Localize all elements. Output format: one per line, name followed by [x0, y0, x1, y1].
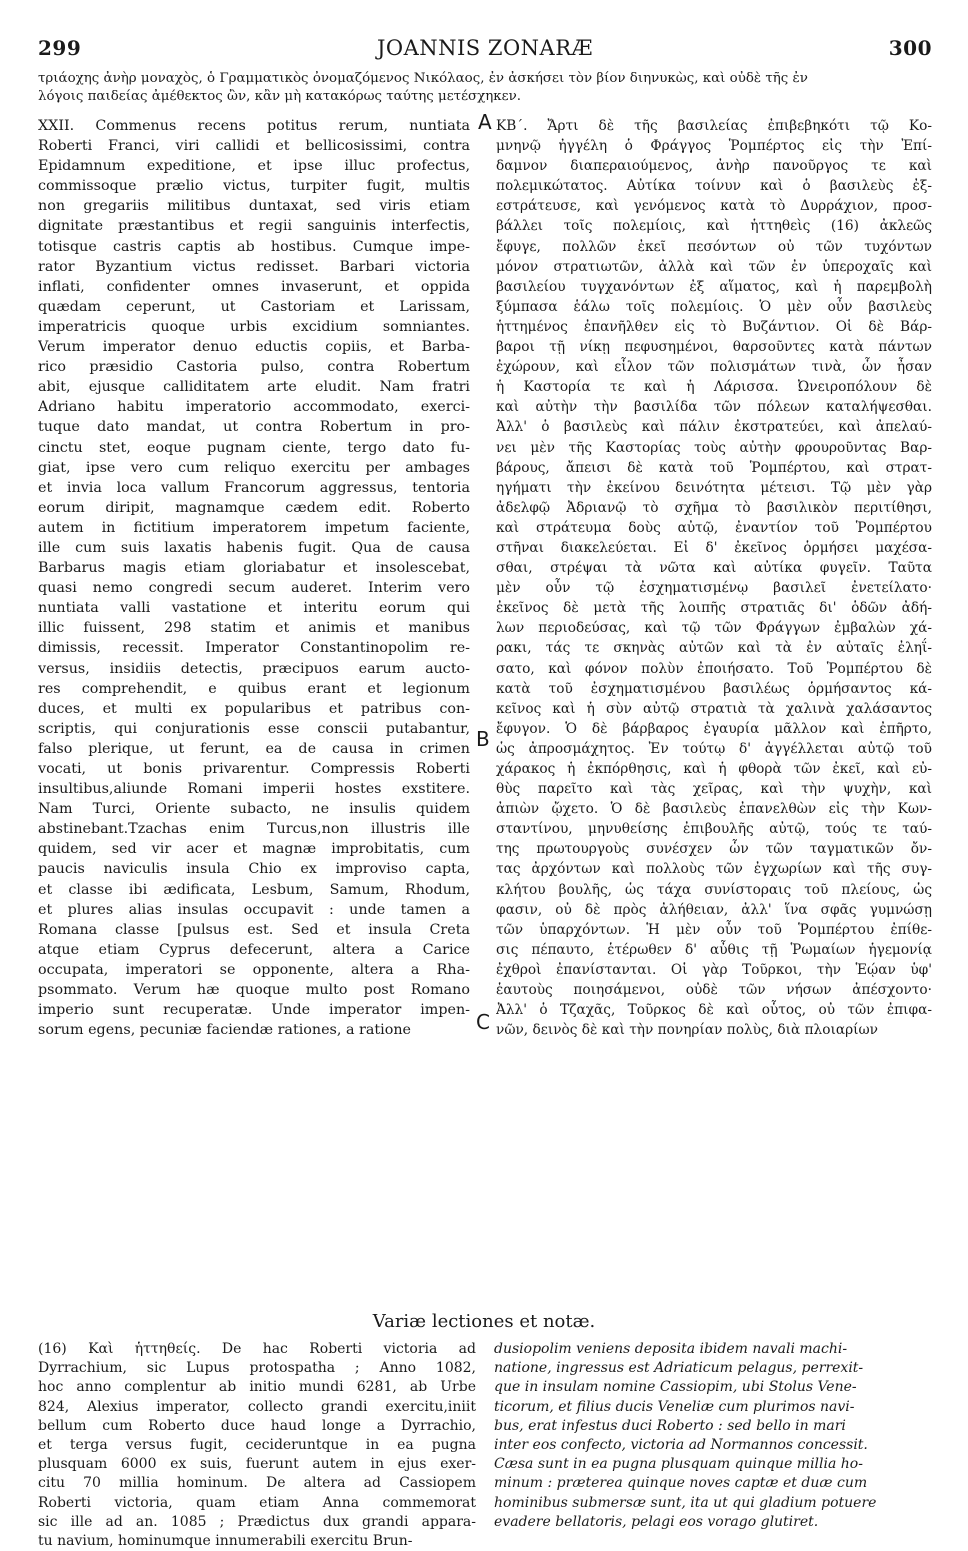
latin-line: non gregariis militibus duntaxat, sed viris etiam [38, 198, 470, 215]
latin-line: paucis naviculis insula Chio ex improviso capta, [38, 861, 470, 878]
latin-line: insultibus,aliunde Romani imperii hostes exstitere. [38, 781, 470, 798]
latin-line: Barbarus magis etiam gloriabatur et insolescebat, [38, 560, 470, 577]
latin-line: tuque dato mandat, ut contra Robertum in pro- [38, 419, 470, 436]
greek-line: ἑαυτοὺς ποιησάμενοι, οὐδὲ τῶν νήσων ἀπέσχοντο· [496, 982, 932, 999]
greek-line: σις πέπαυτο, ἑτέρωθεν δ' αὖθις τῇ Ῥωμαίων ἡγεμονίᾳ [496, 941, 932, 958]
latin-line: autem in fictitium imperatorem impetum faciente, [38, 519, 470, 536]
greek-line: ξύμπασα ἑάλω τοῖς πολεμίοις. Ὁ μὲν οὖν βασιλεὺς [496, 298, 932, 315]
latin-line: falso plerique, ut ferunt, ea de causa in crimen [38, 740, 470, 757]
page-header [38, 36, 932, 66]
greek-line: ἐκεῖνος δὲ μετὰ τῆς λοιπῆς στρατιᾶς δι' ὁδῶν ἀδή- [496, 600, 932, 617]
note-line: bus, erat infestus duci Roberto : sed bello in mari [494, 1417, 846, 1434]
latin-line: ille cum suis laxatis habenis fugit. Qua de causa [38, 539, 470, 556]
greek-line: ὡς ἀπροσμάχητος. Ἐν τούτῳ δ' ἀγγέλλεται αὐτῷ τοῦ [496, 740, 932, 757]
latin-line: Epidamnum expeditione, et ipse illuc profectus, [38, 158, 470, 175]
margin-marker-a: A [478, 110, 492, 134]
greek-line: πολεμικώτατος. Αὐτίκα τοίνυν καὶ ὁ βασιλεὺς ἐξ- [496, 178, 932, 195]
latin-line: quidem, sed vir acer et magnæ improbitatis, cum [38, 841, 470, 858]
latin-line: giat, ipse vero cum reliquo exercitu per ambages [38, 459, 470, 476]
greek-line: κατὰ τοῦ ἐσχηματισμένου βασιλέως ὁρμήσαντος κά- [496, 680, 932, 697]
greek-line: μὲν οὖν τῷ ἐσχηματισμένῳ βασιλεῖ ἐνετείλατο· [496, 580, 932, 597]
greek-line: ἀδελφῷ Ἀδριανῷ τὸ σχῆμα τὸ βασιλικὸν περιτίθησι, [496, 499, 932, 516]
note-line: citu 70 millia hominum. De altera ad Cassiopem [38, 1475, 476, 1492]
latin-line: scriptis, qui conjurationis esse conscii putabantur, [38, 720, 470, 737]
greek-line: ΚΒ΄. Ἄρτι δὲ τῆς βασιλείας ἐπιβεβηκότι τῷ Κο- [496, 118, 932, 134]
note-line: et terga versus fugit, cecideruntque in ea pugna [38, 1437, 476, 1454]
latin-line: imperio sunt recuperatæ. Unde imperator impen- [38, 1002, 470, 1019]
greek-line: ἔφυγον. Ὁ δὲ βάρβαρος ἐγαυρία μᾶλλον καὶ ἐπῆρτο, [496, 720, 932, 737]
margin-marker-c: C [476, 1010, 490, 1034]
latin-line: rator Byzantium victus redisset. Barbari victoria [38, 258, 470, 275]
top-greek-line: τριάοχης ἀνὴρ μοναχὸς, ὁ Γραμματικὸς ὀνομαζόμενος Νικόλαος, ἐν ἀσκήσει τὸν βίον διηνυκὼς, καὶ οὐδὲ τῆς ἐν [38, 71, 808, 86]
greek-line: κεῖνος καὶ ἡ σὺν αὐτῷ στρατιὰ τὰ χαλινὰ χαλάσαντος [496, 700, 932, 717]
greek-line: σατο, καὶ φόνον πολὺν ἐποιήσατο. Τοῦ Ῥομπέρτου δὲ [496, 660, 932, 677]
latin-line: vocati, ut bonis privarentur. Compressis Roberti [38, 761, 470, 777]
notes-title: Variæ lectiones et notæ. [372, 1311, 596, 1332]
greek-line: βασιλείου τυγχανόντων ἐξ αἵματος, καὶ ἡ παρεμβολὴ [496, 278, 932, 295]
greek-line: νῶν, δεινὸς δὲ καὶ τὴν πονηρίαν πολὺς, διὰ πλοιαρίων [496, 1022, 878, 1039]
latin-line: et plures alias insulas occupavit : unde tamen a [38, 901, 470, 918]
note-line: que in insulam nomine Cassiopim, ubi Stolus Vene- [494, 1379, 857, 1396]
note-line: bellum cum Roberto duce haud longe a Dyrrachio, [38, 1417, 476, 1434]
running-title: JOANNIS ZONARÆ [376, 36, 594, 60]
page-number-right: 300 [888, 36, 932, 60]
latin-line: abit, ejusque calliditatem arte eludit. Nam fratri [38, 379, 470, 396]
greek-line: βάρους, ἄπεισι δὲ κατὰ τοῦ Ῥομπέρτου, καὶ στρατ- [496, 459, 932, 476]
latin-line: rico præsidio Castoria pulso, contra Robertum [38, 359, 470, 376]
greek-line: θὺς παρεῖτο καὶ τὰς χεῖρας, καὶ τὴν ψυχὴν, καὶ [496, 781, 932, 798]
greek-column [496, 116, 932, 1040]
note-line: 824, Alexius imperator, collecto grandi exercitu,iniit [38, 1398, 476, 1415]
greek-line: ἡττημένος ἐπανῆλθεν εἰς τὸ Βυζάντιον. Οἱ δὲ Βάρ- [496, 318, 932, 335]
greek-line: ἔφυγε, πολλῶν ἐκεῖ πεσόντων οὐ τῶν τυχόντων [496, 238, 932, 255]
latin-line: dimissis, recessit. Imperator Constantinopolim re- [38, 640, 470, 657]
note-line: ticorum, et filius ducis Veneliæ cum plurimos navi- [494, 1398, 855, 1415]
latin-line: occupata, imperatori se opponente, altera a Rha- [38, 961, 470, 978]
latin-line: quasi nemo congredi secum auderet. Interim vero [38, 580, 470, 597]
greek-line: καὶ στράτευμα δοὺς αὐτῷ, ἐναντίον τοῦ Ῥομπέρτου [496, 519, 932, 536]
greek-line: μόνον στρατιωτῶν, ἀλλὰ καὶ τῶν ἐν ὑπεροχαῖς καὶ [496, 258, 932, 275]
greek-line: σταντίνου, μηνυθείσης ἐπιβουλῆς αὐτῷ, τούς τε ταύ- [496, 821, 932, 838]
latin-line: versus, insidiis detectis, præcipuos earum aucto- [38, 660, 470, 677]
latin-line: eorum diripit, magnamque cædem edit. Roberto [38, 499, 470, 516]
latin-line: Verum imperator denuo eductis copiis, et Barba- [38, 339, 470, 356]
latin-line: Roberti Franci, viri callidi et bellicosissimi, contra [38, 138, 470, 155]
latin-line: XXII. Commenus recens potitus rerum, nuntiata [38, 118, 470, 134]
latin-line: inflati, confidenter omnes invaserunt, et oppida [38, 278, 470, 295]
latin-line: psommato. Verum hæ quoque multo post Romano [38, 982, 470, 999]
greek-line: χάρακος ἡ ἐκπόρθησις, καὶ ἡ φθορὰ τῶν ἐκεῖ, καὶ εὐ- [496, 761, 932, 777]
latin-line: abstinebant.Tzachas enim Turcus,non illustris ille [38, 821, 470, 838]
greek-line: ἡ Καστορία τε καὶ ἡ Λάρισσα. Ὠνειροπόλουν δὲ [496, 379, 932, 396]
greek-line: ηγήματι τὴν ἐκείνου δεινότητα μέτεισι. Τῷ μὲν γὰρ [496, 479, 932, 496]
note-line: (16) Καὶ ἡττηθείς. De hac Roberti victoria ad [38, 1341, 476, 1357]
greek-line: βαροι τῇ νίκῃ πεφυσημένοι, θαρσοῦντες κατὰ πάντων [496, 339, 932, 356]
top-greek-continuation [38, 70, 932, 106]
note-line: dusiopolim veniens deposita ibidem navali machi- [494, 1341, 848, 1357]
greek-line: ρακι, τάς τε σκηνὰς αὐτῶν καὶ τὰ ἐν αὐταῖς ἐληΐ- [496, 640, 932, 657]
greek-line: ἐχώρουν, καὶ εἷλον τῶν πολισμάτων τινὰ, ὧν ἦσαν [496, 359, 932, 376]
note-line: evadere bellatoris, pelagi eos vorago glutiret. [494, 1513, 819, 1530]
greek-line: ἐχθροὶ ἐπανίστανται. Οἱ γὰρ Τοῦρκοι, τὴν Ἑῴαν ὑφ' [496, 961, 932, 978]
greek-line: νει μὲν τῆς Καστορίας τοὺς αὐτὴν φρουροῦντας Βαρ- [496, 439, 932, 456]
notes-left-column [38, 1340, 476, 1551]
latin-line: Adriano habitu imperatorio accommodato, exerci- [38, 399, 470, 416]
latin-line: atque etiam Cyprus defecerunt, altera a Carice [38, 941, 470, 958]
latin-column [38, 116, 470, 1040]
greek-line: Ἀλλ' ὁ Τζαχᾶς, Τοῦρκος δὲ καὶ οὗτος, οὐ τῶν ἐπιφα- [496, 1002, 932, 1019]
latin-line: commissoque prælio victus, turpiter fugit, multis [38, 178, 470, 195]
top-greek-line: λόγοις παιδείας ἀμέθεκτος ὢν, κἂν μὴ κατακόρως ταύτης μετέσχηκεν. [38, 89, 521, 105]
greek-line: τας ἀρχόντων καὶ πολλοὺς τῶν ἐγχωρίων καὶ τῆς συγ- [496, 861, 932, 878]
latin-line: res comprehendit, e quibus erant et legionum [38, 680, 470, 697]
greek-line: δαμνον διαπεραιούμενος, ἀνὴρ πανοῦργος τε καὶ [496, 158, 932, 175]
latin-line: imperatricis quoque urbis excidium somniantes. [38, 318, 470, 335]
note-line: Roberti victoria, quam etiam Anna commemorat [38, 1494, 476, 1511]
note-line: sic ille ad an. 1085 ; Prædictus dux grandi appara- [38, 1513, 476, 1530]
notes-right-column [494, 1340, 930, 1532]
note-line: hoc anno complentur ab initio mundi 6281, ab Urbe [38, 1379, 476, 1396]
greek-line: μνηνῷ ἠγγέλη ὁ Φράγγος Ῥομπέρτος εἰς τὴν Ἐπί- [496, 138, 932, 155]
greek-line: σθαι, στρέψαι τὰ νῶτα καὶ αὐτίκα φυγεῖν. Ταῦτα [496, 560, 932, 577]
greek-line: τῶν ὑπαρχόντων. Ἡ μὲν οὖν τοῦ Ῥομπέρτου ἐπίθε- [496, 921, 932, 938]
latin-line: illic fuissent, 298 statim et animis et manibus [38, 620, 470, 637]
latin-line: et invia loca vallum Francorum aggressus, tentoria [38, 479, 470, 496]
greek-line: της πρωτουργοὺς συνέσχεν ὧν τῶν ταγματικῶν ὄν- [496, 841, 932, 858]
note-line: Cæsa sunt in ea pugna plusquam quinque millia ho- [494, 1456, 863, 1473]
latin-line: Romana classe [pulsus est. Sed et insula Creta [38, 921, 470, 938]
page-number-left: 299 [38, 36, 82, 60]
greek-line: στῆναι διακελεύεται. Εἰ δ' ἐκεῖνος ὁρμήσει μαχέσα- [496, 539, 932, 556]
greek-line: φασιν, οὐ δὲ πρὸς ἀλήθειαν, ἀλλ' ἵνα σφᾶς γυμνώσῃ [496, 901, 932, 918]
latin-line: sorum egens, pecuniæ faciendæ rationes, a ratione [38, 1022, 411, 1039]
latin-line: totisque castris captis ab hostibus. Cumque impe- [38, 238, 470, 255]
greek-line: ἀπιὼν ᾤχετο. Ὁ δὲ βασιλεὺς ἐπανελθὼν εἰς τὴν Κων- [496, 801, 932, 818]
margin-marker-b: B [476, 727, 490, 751]
latin-line: et classe ibi ædificata, Lesbum, Samum, Rhodum, [38, 881, 470, 898]
latin-line: nuntiata valli vastatione et interitu eorum qui [38, 600, 470, 617]
latin-line: Nam Turci, Oriente subacto, ne insulis quidem [38, 801, 470, 818]
latin-line: cinctu stet, eoque pugnam ciente, tergo dato fu- [38, 439, 470, 456]
note-line: hominibus submersæ sunt, ita ut qui gladium potuere [494, 1494, 877, 1511]
greek-line: βάλλει τοῖς πολεμίοις, καὶ ἡττηθεὶς (16) ἀκλεῶς [496, 218, 932, 235]
note-line: minum : præterea quinque noves captæ et duæ cum [494, 1475, 868, 1492]
greek-line: λων περιοδεύσας, καὶ τῷ τῶν Φράγγων ἐμβαλὼν χά- [496, 620, 932, 637]
greek-line: εστράτευσε, καὶ γενόμενος κατὰ τὸ Δυρράχιον, προσ- [496, 198, 932, 215]
greek-line: καὶ αὐτὴν τὴν βασιλίδα τῶν πόλεων καταλήψεσθαι. [496, 399, 932, 416]
note-line: plusquam 6000 ex suis, fuerunt autem in ejus exer- [38, 1456, 476, 1473]
note-line: inter eos confecto, victoria ad Normannos concessit. [494, 1437, 868, 1454]
note-line: Dyrrachium, sic Lupus protospatha ; Anno 1082, [38, 1360, 476, 1377]
greek-line: κλήτου βουλῆς, ὡς τάχα συνίστοραις τοῦ πλείους, ὡς [496, 881, 932, 898]
latin-line: dignitate præstantibus et regii sanguinis interfectis, [38, 218, 470, 235]
note-line: tu navium, hominumque innumerabili exercitu Brun- [38, 1533, 413, 1550]
latin-line: duces, et multi ex popularibus et patribus con- [38, 700, 470, 717]
latin-line: quædam ceperunt, ut Castoriam et Larissam, [38, 298, 470, 315]
greek-line: Ἀλλ' ὁ βασιλεὺς καὶ πάλιν ἐκστρατεύει, καὶ ἀπελαύ- [496, 419, 932, 436]
note-line: natione, ingressus est Adriaticum pelagus, perrexit- [494, 1360, 864, 1377]
